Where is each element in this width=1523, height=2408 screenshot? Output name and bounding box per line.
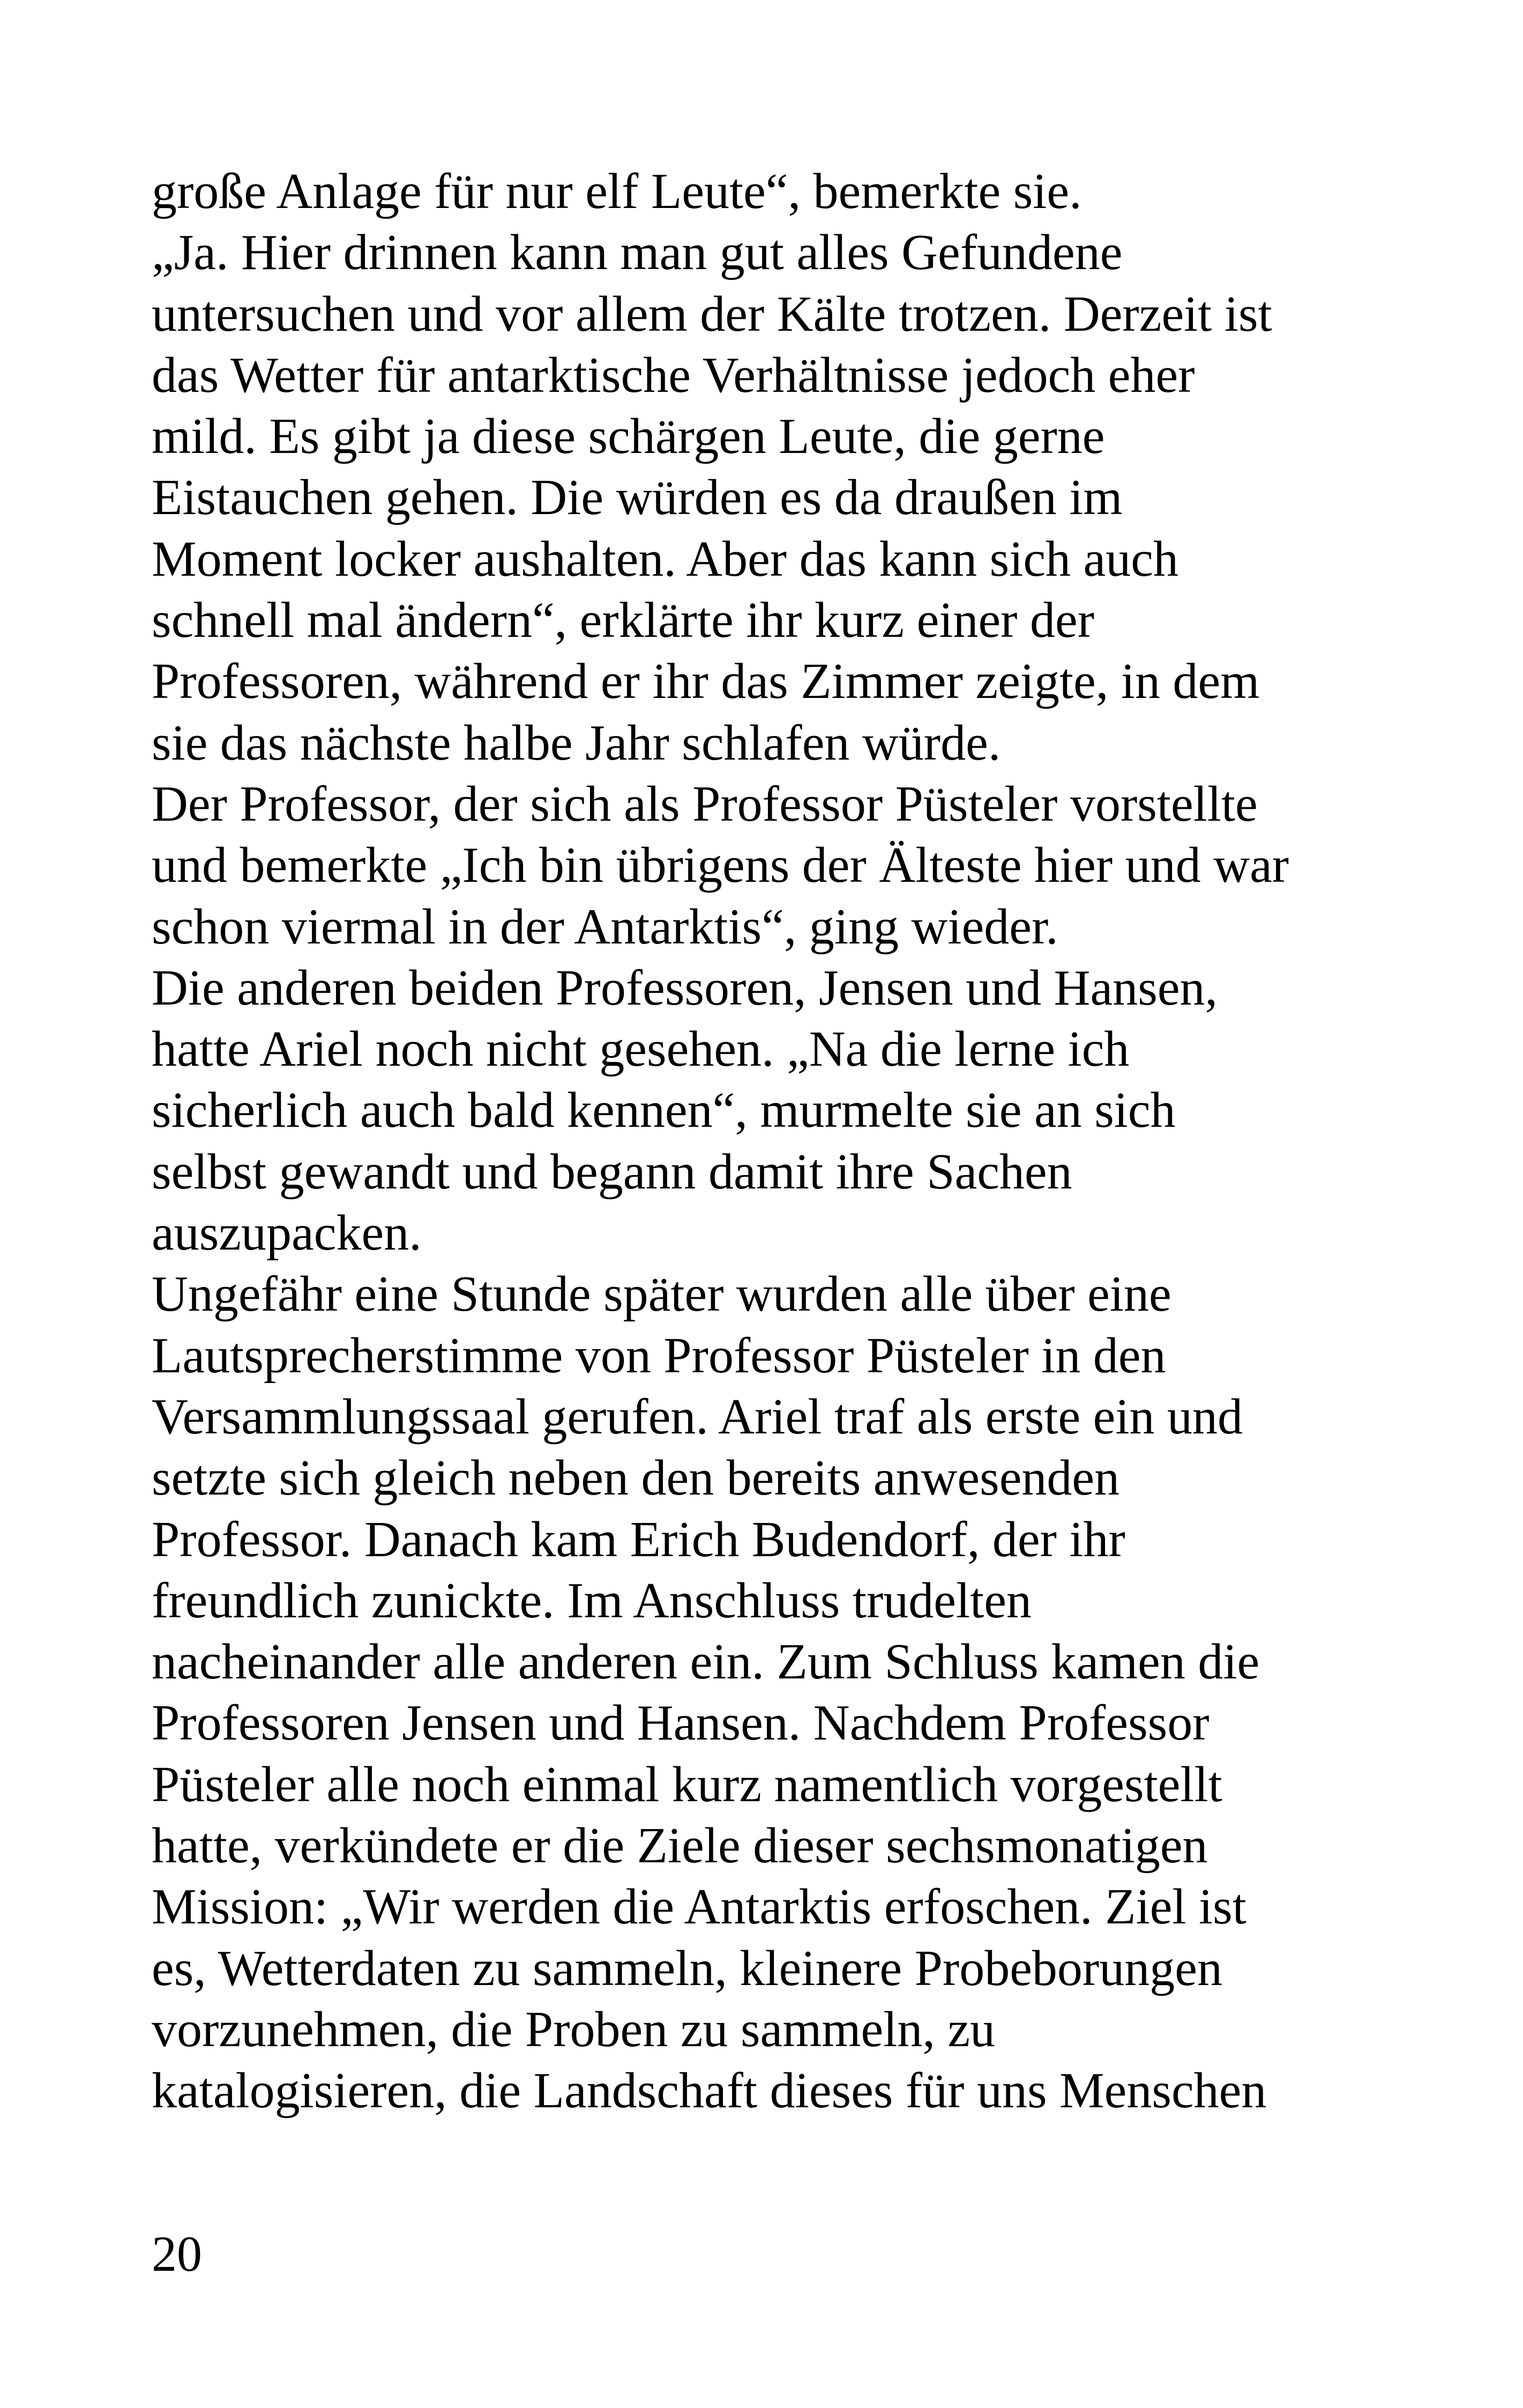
text-line: untersuchen und vor allem der Kälte trotzen. Derzeit ist xyxy=(152,286,1272,342)
text-line: das Wetter für antarktische Verhältnisse jedoch eher xyxy=(152,347,1195,403)
page-number: 20 xyxy=(152,2226,202,2282)
text-line: sicherlich auch bald kennen“, murmelte sie an sich xyxy=(152,1082,1176,1139)
text-line: sie das nächste halbe Jahr schlafen würde. xyxy=(152,715,1001,771)
text-line: schon viermal in der Antarktis“, ging wieder. xyxy=(152,898,1058,955)
text-line: und bemerkte „Ich bin übrigens der Älteste hier und war xyxy=(152,837,1289,894)
text-line: „Ja. Hier drinnen kann man gut alles Gefundene xyxy=(152,225,1123,281)
text-line: Lautsprecherstimme von Professor Püsteler in den xyxy=(152,1327,1166,1384)
body-text xyxy=(152,161,1384,2122)
text-line: nacheinander alle anderen ein. Zum Schluss kamen die xyxy=(152,1634,1260,1690)
text-line: selbst gewandt und begann damit ihre Sachen xyxy=(152,1143,1072,1200)
text-line: mild. Es gibt ja diese schärgen Leute, die gerne xyxy=(152,408,1105,465)
text-line: Püsteler alle noch einmal kurz namentlich vorgestellt xyxy=(152,1756,1222,1812)
text-line: es, Wetterdaten zu sammeln, kleinere Probeborungen xyxy=(152,1940,1222,1996)
text-line: große Anlage für nur elf Leute“, bemerkte sie. xyxy=(152,163,1082,219)
text-line: hatte, verkündete er die Ziele dieser sechsmonatigen xyxy=(152,1818,1208,1874)
text-line: Professoren Jensen und Hansen. Nachdem Professor xyxy=(152,1695,1210,1751)
text-line: Mission: „Wir werden die Antarktis erfoschen. Ziel ist xyxy=(152,1879,1246,1935)
text-line: setzte sich gleich neben den bereits anwesenden xyxy=(152,1450,1120,1506)
text-line: auszupacken. xyxy=(152,1205,422,1261)
text-line: Eistauchen gehen. Die würden es da draußen im xyxy=(152,470,1123,526)
text-line: Professor. Danach kam Erich Budendorf, der ihr xyxy=(152,1511,1125,1567)
text-line: schnell mal ändern“, erklärte ihr kurz einer der xyxy=(152,592,1095,649)
text-line: Versammlungssaal gerufen. Ariel traf als erste ein und xyxy=(152,1388,1243,1445)
text-line: Moment locker aushalten. Aber das kann sich auch xyxy=(152,531,1178,587)
text-line: Der Professor, der sich als Professor Püsteler vorstellte xyxy=(152,776,1258,832)
text-line: Professoren, während er ihr das Zimmer zeigte, in dem xyxy=(152,653,1260,710)
text-line: Die anderen beiden Professoren, Jensen und Hansen, xyxy=(152,960,1218,1016)
text-line: hatte Ariel noch nicht gesehen. „Na die lerne ich xyxy=(152,1021,1130,1077)
text-line: freundlich zunickte. Im Anschluss trudelten xyxy=(152,1572,1032,1629)
text-line: Ungefähr eine Stunde später wurden alle über eine xyxy=(152,1266,1171,1322)
text-line: katalogisieren, die Landschaft dieses für uns Menschen xyxy=(152,2063,1267,2119)
text-line: vorzunehmen, die Proben zu sammeln, zu xyxy=(152,2001,996,2057)
